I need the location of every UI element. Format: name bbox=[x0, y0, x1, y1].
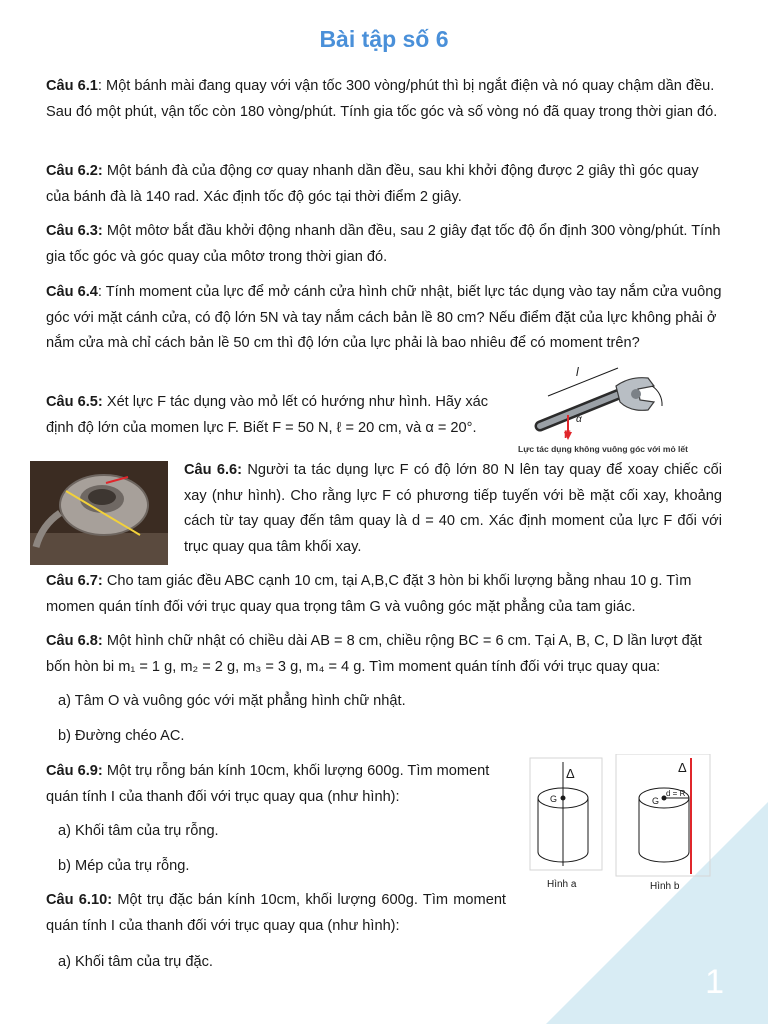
question-6-1 bbox=[46, 74, 722, 125]
question-text: Một bánh đà của động cơ quay nhanh dần đều, sau khi khởi động được 2 giây thì góc quay của bánh đà là 140 rad. Xác định tốc độ góc tại thời điểm 2 giây. bbox=[46, 163, 699, 205]
question-text: : Tính moment của lực để mở cánh cửa hình chữ nhật, biết lực tác dụng vào tay nắm cửa vuông góc với mặt cánh cửa, có độ lớn 5N và tay nắm cách bản lề 80 cm? Nếu điểm đặt của lực không phải ở nắm cửa mà chỉ cách bản lề 50 cm thì độ lớn của lực phải là bao nhiêu để có moment trên? bbox=[46, 284, 722, 351]
question-text: Xét lực F tác dụng vào mỏ lết có hướng như hình. Hãy xác định độ lớn của momen lực F. Biết F = 50 N, ℓ = 20 cm, và α = 20°. bbox=[46, 394, 489, 436]
center-point bbox=[561, 796, 566, 801]
question-label: Câu 6.9: bbox=[46, 763, 103, 779]
question-label: Câu 6.6: bbox=[184, 462, 243, 478]
force-label: F bbox=[564, 429, 571, 441]
distance-label: d = R bbox=[666, 789, 686, 798]
question-label: Câu 6.4 bbox=[46, 284, 98, 300]
question-label: Câu 6.7: bbox=[46, 573, 103, 589]
question-text: Một trụ rỗng bán kính 10cm, khối lượng 600g. Tìm moment quán tính I của thanh đối với trục quay qua (như hình): bbox=[46, 763, 490, 805]
axis-label: Δ bbox=[566, 766, 575, 781]
wrench-caption: Lực tác dụng không vuông góc với mỏ lết bbox=[518, 444, 688, 454]
question-text: Cho tam giác đều ABC cạnh 10 cm, tại A,B,C đặt 3 hòn bi khối lượng bằng nhau 10 g. Tìm momen quán tính đối với trục quay qua trọng tâm G và vuông góc mặt phẳng của tam giác. bbox=[46, 573, 692, 615]
question-6-8-part-a: a) Tâm O và vuông góc với mặt phẳng hình chữ nhật. bbox=[58, 693, 406, 709]
center-label: G bbox=[550, 794, 558, 804]
question-6-7 bbox=[46, 569, 722, 620]
question-text: Một môtơ bắt đầu khởi động nhanh dần đều, sau 2 giây đạt tốc độ ổn định 300 vòng/phút. Tính gia tốc góc và góc quay của môtơ trong thời gian đó. bbox=[46, 223, 721, 265]
question-text: Người ta tác dụng lực F có độ lớn 80 N lên tay quay để xoay chiếc cối xay (như hình). Cho rằng lực F có phương tiếp tuyến với bề mặt cối xay, khoảng cách từ tay quay đến tâm quay là d = 40 cm. Xác định moment của lực F đối với trục quay qua tâm khối xay. bbox=[184, 462, 722, 555]
alpha-label: α bbox=[576, 414, 582, 425]
question-6-8 bbox=[46, 629, 722, 680]
cylinder-figure-b bbox=[614, 754, 714, 894]
question-label: Câu 6.8: bbox=[46, 633, 103, 649]
question-6-9-part-a: a) Khối tâm của trụ rỗng. bbox=[58, 823, 219, 839]
question-6-9 bbox=[46, 759, 508, 810]
question-6-10-part-a: a) Khối tâm của trụ đặc. bbox=[58, 954, 213, 970]
question-6-6 bbox=[184, 458, 722, 560]
question-label: Câu 6.1 bbox=[46, 78, 98, 94]
question-6-2 bbox=[46, 159, 722, 210]
wrench-figure bbox=[512, 356, 730, 456]
wrench-image bbox=[540, 378, 654, 426]
question-6-3 bbox=[46, 219, 722, 270]
page-title: Bài tập số 6 bbox=[319, 26, 449, 52]
question-label: Câu 6.5: bbox=[46, 394, 103, 410]
figure-caption: Hình b bbox=[650, 881, 680, 892]
question-label: Câu 6.3: bbox=[46, 223, 103, 239]
length-arrow bbox=[548, 368, 618, 396]
question-6-10 bbox=[46, 888, 506, 939]
question-6-8-part-b: b) Đường chéo AC. bbox=[58, 728, 185, 744]
question-6-4 bbox=[46, 280, 722, 357]
question-text: Một trụ đặc bán kính 10cm, khối lượng 600g. Tìm moment quán tính I của thanh đối với trục quay qua (như hình): bbox=[46, 892, 506, 934]
question-label: Câu 6.2: bbox=[46, 163, 103, 179]
center-label: G bbox=[652, 796, 660, 806]
figure-caption: Hình a bbox=[547, 879, 577, 890]
question-6-9-part-b: b) Mép của trụ rỗng. bbox=[58, 858, 190, 874]
question-6-5 bbox=[46, 390, 508, 441]
axis-label: Δ bbox=[678, 760, 687, 775]
millstone-photo bbox=[30, 461, 168, 565]
question-text: Một hình chữ nhật có chiều dài AB = 8 cm, chiều rộng BC = 6 cm. Tại A, B, C, D lần lượt đặt bốn hòn bi m₁ = 1 g, m₂ = 2 g, m₃ = 3 g, m₄ = 4 g. Tìm moment quán tính đối với trục quay qua: bbox=[46, 633, 702, 675]
cylinder-figure-a bbox=[516, 754, 608, 894]
question-text: : Một bánh mài đang quay với vận tốc 300 vòng/phút thì bị ngắt điện và nó quay chậm dần đều. Sau đó một phút, vận tốc còn 180 vòng/phút. Tính gia tốc góc và số vòng nó đã quay trong thời gian đó. bbox=[46, 78, 718, 120]
length-label: l bbox=[576, 365, 579, 379]
question-label: Câu 6.10: bbox=[46, 892, 113, 908]
page-number: 1 bbox=[705, 963, 724, 1001]
